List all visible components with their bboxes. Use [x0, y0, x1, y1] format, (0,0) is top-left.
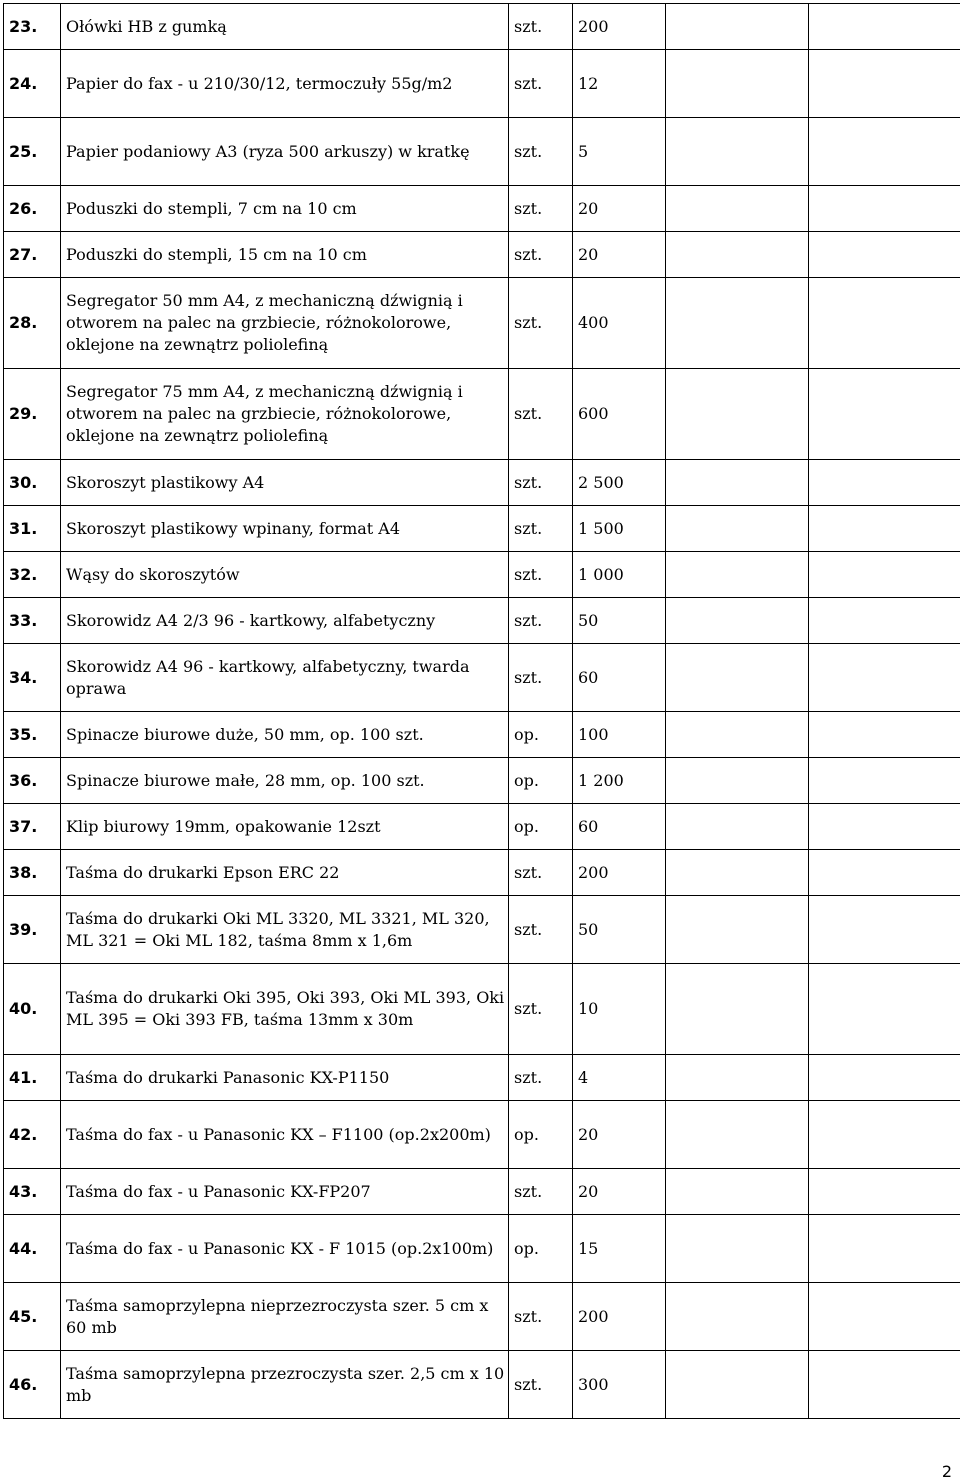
- table-row: [4, 598, 960, 644]
- table-row: [4, 232, 960, 278]
- item-unit: szt.: [509, 552, 573, 598]
- empty-cell: [666, 278, 809, 369]
- item-description: Segregator 50 mm A4, z mechaniczną dźwignią i otworem na palec na grzbiecie, różnokolorowe, oklejone na zewnątrz poliolefiną: [61, 278, 509, 369]
- item-description: Poduszki do stempli, 7 cm na 10 cm: [61, 186, 509, 232]
- empty-cell: [666, 1169, 809, 1215]
- item-quantity: 200: [573, 1283, 666, 1351]
- table-row: [4, 1101, 960, 1169]
- empty-cell: [666, 758, 809, 804]
- item-quantity: 1 200: [573, 758, 666, 804]
- item-quantity: 60: [573, 644, 666, 712]
- item-description: Papier podaniowy A3 (ryza 500 arkuszy) w kratkę: [61, 118, 509, 186]
- empty-cell: [809, 896, 960, 964]
- item-description: Ołówki HB z gumką: [61, 4, 509, 50]
- item-unit: szt.: [509, 118, 573, 186]
- table-row: [4, 1351, 960, 1419]
- item-quantity: 15: [573, 1215, 666, 1283]
- empty-cell: [666, 964, 809, 1055]
- item-description: Taśma samoprzylepna nieprzezroczysta szer. 5 cm x 60 mb: [61, 1283, 509, 1351]
- row-number: 41.: [4, 1055, 61, 1101]
- item-quantity: 400: [573, 278, 666, 369]
- row-number: 27.: [4, 232, 61, 278]
- items-table: [3, 3, 960, 1419]
- empty-cell: [666, 552, 809, 598]
- item-quantity: 1 000: [573, 552, 666, 598]
- empty-cell: [666, 369, 809, 460]
- table-row: [4, 118, 960, 186]
- item-unit: szt.: [509, 1055, 573, 1101]
- row-number: 33.: [4, 598, 61, 644]
- item-description: Taśma do fax - u Panasonic KX – F1100 (op.2x200m): [61, 1101, 509, 1169]
- empty-cell: [809, 506, 960, 552]
- empty-cell: [666, 712, 809, 758]
- table-row: [4, 896, 960, 964]
- row-number: 32.: [4, 552, 61, 598]
- row-number: 25.: [4, 118, 61, 186]
- row-number: 38.: [4, 850, 61, 896]
- empty-cell: [666, 4, 809, 50]
- empty-cell: [809, 644, 960, 712]
- empty-cell: [809, 50, 960, 118]
- item-quantity: 100: [573, 712, 666, 758]
- empty-cell: [666, 1215, 809, 1283]
- item-unit: op.: [509, 1101, 573, 1169]
- item-quantity: 600: [573, 369, 666, 460]
- table-row: [4, 186, 960, 232]
- row-number: 44.: [4, 1215, 61, 1283]
- table-row: [4, 1283, 960, 1351]
- item-quantity: 50: [573, 896, 666, 964]
- row-number: 35.: [4, 712, 61, 758]
- item-description: Spinacze biurowe duże, 50 mm, op. 100 szt.: [61, 712, 509, 758]
- empty-cell: [809, 1055, 960, 1101]
- empty-cell: [809, 118, 960, 186]
- item-description: Taśma do drukarki Epson ERC 22: [61, 850, 509, 896]
- empty-cell: [809, 1101, 960, 1169]
- empty-cell: [666, 850, 809, 896]
- item-quantity: 5: [573, 118, 666, 186]
- empty-cell: [809, 1169, 960, 1215]
- item-quantity: 20: [573, 1169, 666, 1215]
- empty-cell: [666, 896, 809, 964]
- item-quantity: 2 500: [573, 460, 666, 506]
- item-unit: szt.: [509, 896, 573, 964]
- empty-cell: [666, 186, 809, 232]
- item-unit: szt.: [509, 1283, 573, 1351]
- item-description: Skorowidz A4 96 - kartkowy, alfabetyczny, twarda oprawa: [61, 644, 509, 712]
- row-number: 26.: [4, 186, 61, 232]
- table-row: [4, 278, 960, 369]
- table-row: [4, 4, 960, 50]
- empty-cell: [809, 1351, 960, 1419]
- item-description: Taśma do fax - u Panasonic KX-FP207: [61, 1169, 509, 1215]
- empty-cell: [666, 506, 809, 552]
- row-number: 29.: [4, 369, 61, 460]
- item-quantity: 4: [573, 1055, 666, 1101]
- item-unit: szt.: [509, 964, 573, 1055]
- table-row: [4, 1169, 960, 1215]
- empty-cell: [809, 964, 960, 1055]
- row-number: 24.: [4, 50, 61, 118]
- row-number: 30.: [4, 460, 61, 506]
- item-quantity: 20: [573, 1101, 666, 1169]
- table-row: [4, 964, 960, 1055]
- item-unit: szt.: [509, 1169, 573, 1215]
- table-row: [4, 712, 960, 758]
- item-unit: szt.: [509, 232, 573, 278]
- row-number: 34.: [4, 644, 61, 712]
- row-number: 43.: [4, 1169, 61, 1215]
- row-number: 31.: [4, 506, 61, 552]
- item-quantity: 12: [573, 50, 666, 118]
- item-description: Skoroszyt plastikowy wpinany, format A4: [61, 506, 509, 552]
- item-quantity: 1 500: [573, 506, 666, 552]
- empty-cell: [666, 804, 809, 850]
- item-unit: szt.: [509, 4, 573, 50]
- item-quantity: 200: [573, 850, 666, 896]
- item-unit: szt.: [509, 1351, 573, 1419]
- empty-cell: [666, 118, 809, 186]
- empty-cell: [666, 1283, 809, 1351]
- item-description: Taśma do drukarki Panasonic KX-P1150: [61, 1055, 509, 1101]
- row-number: 39.: [4, 896, 61, 964]
- table-row: [4, 369, 960, 460]
- table-row: [4, 758, 960, 804]
- empty-cell: [809, 758, 960, 804]
- empty-cell: [809, 4, 960, 50]
- empty-cell: [809, 1283, 960, 1351]
- item-description: Papier do fax - u 210/30/12, termoczuły 55g/m2: [61, 50, 509, 118]
- item-unit: szt.: [509, 506, 573, 552]
- row-number: 42.: [4, 1101, 61, 1169]
- item-unit: szt.: [509, 50, 573, 118]
- item-description: Klip biurowy 19mm, opakowanie 12szt: [61, 804, 509, 850]
- item-unit: szt.: [509, 460, 573, 506]
- empty-cell: [666, 1055, 809, 1101]
- item-unit: szt.: [509, 369, 573, 460]
- page-number: 2: [941, 1462, 952, 1481]
- item-description: Skoroszyt plastikowy A4: [61, 460, 509, 506]
- table-row: [4, 804, 960, 850]
- table-row: [4, 644, 960, 712]
- empty-cell: [809, 232, 960, 278]
- item-description: Wąsy do skoroszytów: [61, 552, 509, 598]
- empty-cell: [809, 278, 960, 369]
- item-quantity: 20: [573, 232, 666, 278]
- item-quantity: 10: [573, 964, 666, 1055]
- empty-cell: [666, 598, 809, 644]
- empty-cell: [809, 460, 960, 506]
- item-unit: szt.: [509, 644, 573, 712]
- item-unit: szt.: [509, 598, 573, 644]
- empty-cell: [809, 804, 960, 850]
- item-unit: op.: [509, 1215, 573, 1283]
- item-quantity: 60: [573, 804, 666, 850]
- table-row: [4, 850, 960, 896]
- empty-cell: [809, 186, 960, 232]
- empty-cell: [809, 552, 960, 598]
- item-description: Poduszki do stempli, 15 cm na 10 cm: [61, 232, 509, 278]
- empty-cell: [666, 644, 809, 712]
- table-row: [4, 552, 960, 598]
- empty-cell: [809, 598, 960, 644]
- table-row: [4, 506, 960, 552]
- empty-cell: [809, 369, 960, 460]
- item-description: Taśma samoprzylepna przezroczysta szer. 2,5 cm x 10 mb: [61, 1351, 509, 1419]
- table-row: [4, 50, 960, 118]
- row-number: 40.: [4, 964, 61, 1055]
- item-unit: op.: [509, 804, 573, 850]
- item-quantity: 300: [573, 1351, 666, 1419]
- row-number: 45.: [4, 1283, 61, 1351]
- table-row: [4, 460, 960, 506]
- empty-cell: [809, 712, 960, 758]
- item-description: Taśma do drukarki Oki ML 3320, ML 3321, ML 320, ML 321 = Oki ML 182, taśma 8mm x 1,6m: [61, 896, 509, 964]
- empty-cell: [666, 50, 809, 118]
- empty-cell: [666, 1351, 809, 1419]
- item-description: Segregator 75 mm A4, z mechaniczną dźwignią i otworem na palec na grzbiecie, różnokolorowe, oklejone na zewnątrz poliolefiną: [61, 369, 509, 460]
- table-row: [4, 1055, 960, 1101]
- item-description: Spinacze biurowe małe, 28 mm, op. 100 szt.: [61, 758, 509, 804]
- table-row: [4, 1215, 960, 1283]
- row-number: 23.: [4, 4, 61, 50]
- item-unit: szt.: [509, 850, 573, 896]
- item-quantity: 200: [573, 4, 666, 50]
- item-description: Taśma do fax - u Panasonic KX - F 1015 (op.2x100m): [61, 1215, 509, 1283]
- empty-cell: [809, 1215, 960, 1283]
- item-unit: op.: [509, 712, 573, 758]
- row-number: 28.: [4, 278, 61, 369]
- item-unit: szt.: [509, 186, 573, 232]
- item-unit: op.: [509, 758, 573, 804]
- empty-cell: [666, 1101, 809, 1169]
- row-number: 46.: [4, 1351, 61, 1419]
- empty-cell: [666, 232, 809, 278]
- empty-cell: [666, 460, 809, 506]
- item-quantity: 20: [573, 186, 666, 232]
- item-unit: szt.: [509, 278, 573, 369]
- items-table-body: [4, 4, 960, 1419]
- row-number: 36.: [4, 758, 61, 804]
- item-description: Skorowidz A4 2/3 96 - kartkowy, alfabetyczny: [61, 598, 509, 644]
- item-quantity: 50: [573, 598, 666, 644]
- row-number: 37.: [4, 804, 61, 850]
- empty-cell: [809, 850, 960, 896]
- item-description: Taśma do drukarki Oki 395, Oki 393, Oki ML 393, Oki ML 395 = Oki 393 FB, taśma 13mm x 30m: [61, 964, 509, 1055]
